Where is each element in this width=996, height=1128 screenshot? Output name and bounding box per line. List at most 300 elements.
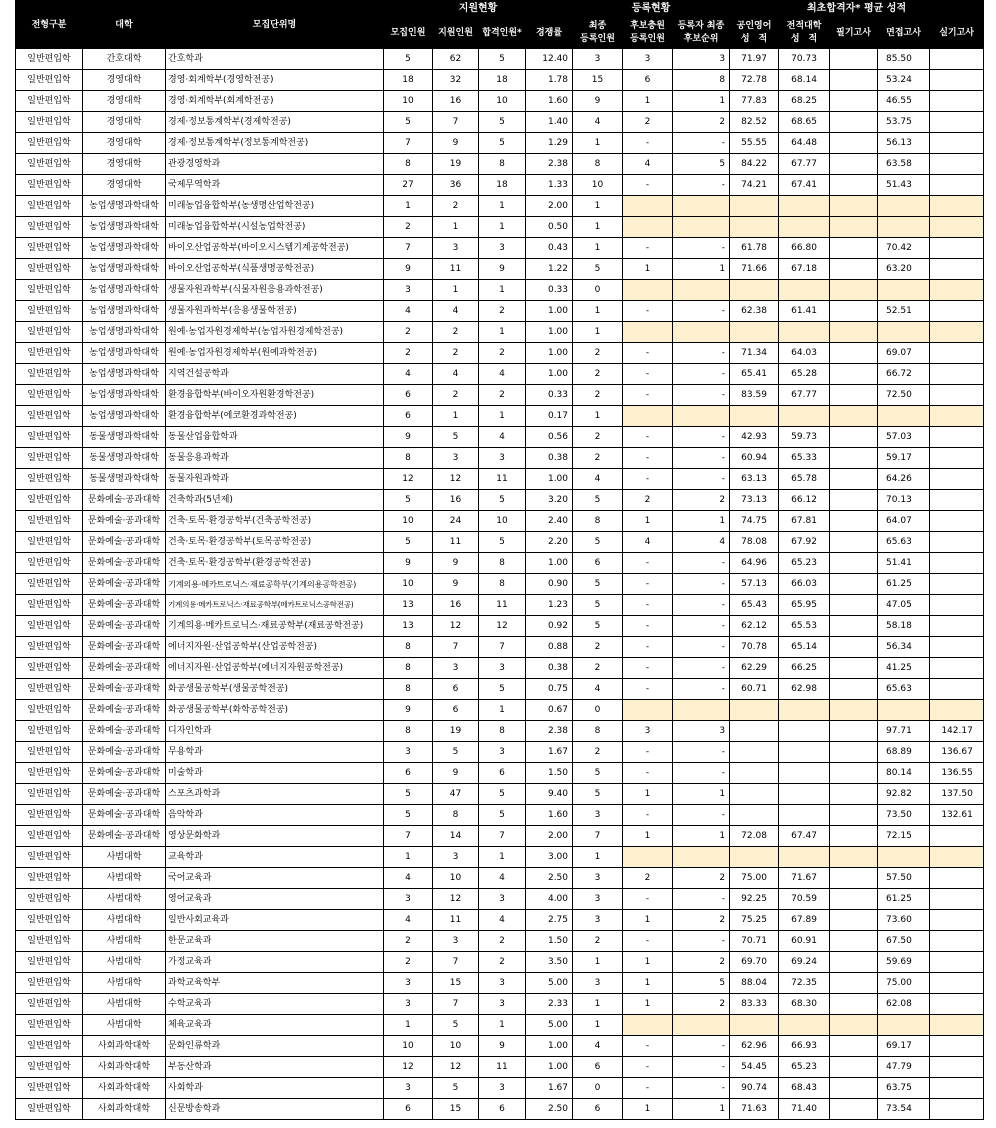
cell-applicants: 3 [433, 658, 479, 679]
header-applicants: 지원인원 [433, 18, 479, 49]
table-row [16, 175, 984, 196]
cell-college: 농업생명과학대학 [83, 322, 166, 343]
table-row [16, 868, 984, 889]
cell-interview-score [878, 700, 930, 721]
cell-college: 문화예술·공과대학 [83, 805, 166, 826]
cell-english-score: 70.71 [730, 931, 779, 952]
cell-interview-score: 51.41 [878, 553, 930, 574]
cell-written-score [830, 847, 878, 868]
cell-quota: 4 [384, 910, 433, 931]
cell-prior-college-score: 67.77 [779, 154, 830, 175]
cell-prior-college-score: 66.93 [779, 1036, 830, 1057]
cell-department: 건축·토목·환경공학부(토목공학전공) [166, 532, 384, 553]
cell-interview-score: 64.26 [878, 469, 930, 490]
cell-admission-type: 일반편입학 [16, 469, 83, 490]
cell-department: 국제무역학과 [166, 175, 384, 196]
cell-ratio: 1.40 [526, 112, 573, 133]
cell-written-score [830, 784, 878, 805]
cell-department: 건축·토목·환경공학부(환경공학전공) [166, 553, 384, 574]
cell-college: 농업생명과학대학 [83, 301, 166, 322]
cell-college: 동물생명과학대학 [83, 427, 166, 448]
cell-quota: 3 [384, 1078, 433, 1099]
cell-final-enrolled: 2 [573, 931, 623, 952]
table-row [16, 763, 984, 784]
cell-accepted: 3 [479, 742, 526, 763]
cell-college: 문화예술·공과대학 [83, 826, 166, 847]
cell-quota: 5 [384, 805, 433, 826]
cell-applicants: 19 [433, 154, 479, 175]
cell-english-score: 83.33 [730, 994, 779, 1015]
table-row [16, 238, 984, 259]
cell-accepted: 7 [479, 637, 526, 658]
table-row [16, 847, 984, 868]
cell-interview-score: 63.75 [878, 1078, 930, 1099]
cell-english-score: 65.41 [730, 364, 779, 385]
cell-waitlist-enrolled: - [623, 1057, 673, 1078]
cell-practical-score [930, 679, 984, 700]
cell-waitlist-enrolled: - [623, 595, 673, 616]
cell-practical-score [930, 280, 984, 301]
cell-ratio: 0.33 [526, 280, 573, 301]
table-row [16, 553, 984, 574]
cell-english-score: 72.78 [730, 70, 779, 91]
header-english [730, 18, 779, 49]
cell-english-score: 84.22 [730, 154, 779, 175]
cell-interview-score: 70.42 [878, 238, 930, 259]
cell-practical-score [930, 154, 984, 175]
cell-applicants: 36 [433, 175, 479, 196]
cell-written-score [830, 595, 878, 616]
cell-practical-score [930, 91, 984, 112]
cell-last-waitlist-rank: - [673, 385, 730, 406]
cell-interview-score: 73.50 [878, 805, 930, 826]
cell-prior-college-score: 67.77 [779, 385, 830, 406]
cell-admission-type: 일반편입학 [16, 154, 83, 175]
cell-ratio: 2.40 [526, 511, 573, 532]
cell-admission-type: 일반편입학 [16, 364, 83, 385]
cell-college: 문화예술·공과대학 [83, 511, 166, 532]
cell-practical-score [930, 259, 984, 280]
cell-last-waitlist-rank: 1 [673, 784, 730, 805]
table-row [16, 679, 984, 700]
table-row [16, 280, 984, 301]
cell-college: 경영대학 [83, 154, 166, 175]
table-row [16, 490, 984, 511]
cell-prior-college-score: 70.73 [779, 49, 830, 70]
cell-last-waitlist-rank: 1 [673, 826, 730, 847]
header-final-enrolled [573, 18, 623, 49]
cell-applicants: 9 [433, 553, 479, 574]
cell-waitlist-enrolled [623, 406, 673, 427]
cell-ratio: 0.75 [526, 679, 573, 700]
cell-college: 동물생명과학대학 [83, 448, 166, 469]
cell-applicants: 8 [433, 805, 479, 826]
cell-waitlist-enrolled: - [623, 1036, 673, 1057]
cell-written-score [830, 616, 878, 637]
cell-college: 간호대학 [83, 49, 166, 70]
cell-last-waitlist-rank: - [673, 448, 730, 469]
cell-last-waitlist-rank [673, 196, 730, 217]
cell-practical-score [930, 133, 984, 154]
cell-waitlist-enrolled: - [623, 637, 673, 658]
cell-accepted: 2 [479, 301, 526, 322]
cell-applicants: 7 [433, 112, 479, 133]
cell-last-waitlist-rank: 1 [673, 1099, 730, 1120]
cell-waitlist-enrolled: 1 [623, 259, 673, 280]
cell-prior-college-score: 68.43 [779, 1078, 830, 1099]
cell-last-waitlist-rank: 3 [673, 721, 730, 742]
table-row [16, 994, 984, 1015]
cell-quota: 4 [384, 868, 433, 889]
cell-prior-college-score [779, 805, 830, 826]
cell-prior-college-score [779, 1015, 830, 1036]
cell-department: 미래농업융합학부(농생명산업학전공) [166, 196, 384, 217]
cell-college: 사범대학 [83, 931, 166, 952]
cell-applicants: 7 [433, 994, 479, 1015]
cell-waitlist-enrolled: 1 [623, 994, 673, 1015]
cell-waitlist-enrolled: - [623, 469, 673, 490]
cell-admission-type: 일반편입학 [16, 994, 83, 1015]
cell-prior-college-score: 66.80 [779, 238, 830, 259]
cell-admission-type: 일반편입학 [16, 1099, 83, 1120]
cell-english-score: 72.08 [730, 826, 779, 847]
cell-ratio: 0.33 [526, 385, 573, 406]
cell-waitlist-enrolled: - [623, 679, 673, 700]
cell-interview-score: 57.03 [878, 427, 930, 448]
cell-accepted: 7 [479, 826, 526, 847]
cell-applicants: 12 [433, 616, 479, 637]
cell-last-waitlist-rank: - [673, 133, 730, 154]
cell-practical-score: 142.17 [930, 721, 984, 742]
cell-final-enrolled: 8 [573, 154, 623, 175]
cell-english-score: 55.55 [730, 133, 779, 154]
cell-quota: 2 [384, 952, 433, 973]
cell-interview-score: 63.20 [878, 259, 930, 280]
cell-english-score: 73.13 [730, 490, 779, 511]
cell-interview-score [878, 406, 930, 427]
cell-final-enrolled: 4 [573, 679, 623, 700]
cell-prior-college-score: 72.35 [779, 973, 830, 994]
cell-final-enrolled: 9 [573, 91, 623, 112]
cell-college: 사범대학 [83, 910, 166, 931]
cell-last-waitlist-rank: - [673, 931, 730, 952]
cell-interview-score: 59.69 [878, 952, 930, 973]
cell-practical-score [930, 847, 984, 868]
cell-written-score [830, 259, 878, 280]
cell-quota: 9 [384, 700, 433, 721]
cell-practical-score [930, 112, 984, 133]
cell-prior-college-score [779, 847, 830, 868]
cell-practical-score [930, 826, 984, 847]
cell-final-enrolled: 5 [573, 490, 623, 511]
cell-final-enrolled: 1 [573, 994, 623, 1015]
cell-written-score [830, 133, 878, 154]
cell-written-score [830, 1036, 878, 1057]
cell-written-score [830, 826, 878, 847]
cell-applicants: 32 [433, 70, 479, 91]
cell-waitlist-enrolled: - [623, 742, 673, 763]
cell-ratio: 1.50 [526, 763, 573, 784]
cell-waitlist-enrolled: - [623, 553, 673, 574]
cell-applicants: 16 [433, 490, 479, 511]
cell-prior-college-score: 67.47 [779, 826, 830, 847]
cell-quota: 10 [384, 1036, 433, 1057]
cell-admission-type: 일반편입학 [16, 238, 83, 259]
cell-college: 경영대학 [83, 70, 166, 91]
cell-applicants: 4 [433, 301, 479, 322]
cell-applicants: 2 [433, 322, 479, 343]
cell-written-score [830, 637, 878, 658]
cell-written-score [830, 931, 878, 952]
cell-written-score [830, 1099, 878, 1120]
cell-college: 문화예술·공과대학 [83, 721, 166, 742]
cell-final-enrolled: 3 [573, 49, 623, 70]
cell-practical-score [930, 973, 984, 994]
cell-english-score: 75.00 [730, 868, 779, 889]
cell-ratio: 1.22 [526, 259, 573, 280]
header-prior-line1: 전적대학 [786, 21, 822, 31]
header-ratio: 경쟁률 [526, 18, 573, 49]
cell-interview-score: 72.50 [878, 385, 930, 406]
cell-applicants: 9 [433, 133, 479, 154]
cell-interview-score: 56.34 [878, 637, 930, 658]
cell-department: 바이오산업공학부(바이오시스템기계공학전공) [166, 238, 384, 259]
cell-applicants: 11 [433, 259, 479, 280]
table-row [16, 49, 984, 70]
cell-college: 문화예술·공과대학 [83, 658, 166, 679]
cell-department: 사회학과 [166, 1078, 384, 1099]
cell-prior-college-score [779, 700, 830, 721]
cell-last-waitlist-rank: 5 [673, 973, 730, 994]
cell-quota: 8 [384, 721, 433, 742]
cell-final-enrolled: 5 [573, 784, 623, 805]
cell-quota: 2 [384, 217, 433, 238]
cell-last-waitlist-rank: 3 [673, 49, 730, 70]
cell-waitlist-enrolled: 3 [623, 721, 673, 742]
cell-interview-score: 62.08 [878, 994, 930, 1015]
cell-admission-type: 일반편입학 [16, 553, 83, 574]
cell-practical-score [930, 490, 984, 511]
cell-department: 교육학과 [166, 847, 384, 868]
cell-last-waitlist-rank [673, 847, 730, 868]
cell-prior-college-score: 61.41 [779, 301, 830, 322]
cell-interview-score: 67.50 [878, 931, 930, 952]
cell-written-score [830, 658, 878, 679]
cell-ratio: 0.67 [526, 700, 573, 721]
cell-interview-score: 64.07 [878, 511, 930, 532]
cell-practical-score: 136.67 [930, 742, 984, 763]
cell-interview-score: 52.51 [878, 301, 930, 322]
cell-english-score: 90.74 [730, 1078, 779, 1099]
cell-interview-score: 53.24 [878, 70, 930, 91]
cell-written-score [830, 490, 878, 511]
cell-final-enrolled: 3 [573, 973, 623, 994]
cell-english-score: 83.59 [730, 385, 779, 406]
cell-quota: 5 [384, 532, 433, 553]
cell-prior-college-score: 64.03 [779, 343, 830, 364]
table-row [16, 217, 984, 238]
cell-english-score: 71.34 [730, 343, 779, 364]
cell-waitlist-enrolled: - [623, 805, 673, 826]
cell-admission-type: 일반편입학 [16, 196, 83, 217]
cell-last-waitlist-rank: 2 [673, 868, 730, 889]
cell-written-score [830, 49, 878, 70]
cell-admission-type: 일반편입학 [16, 1078, 83, 1099]
cell-quota: 1 [384, 196, 433, 217]
table-row [16, 826, 984, 847]
cell-college: 문화예술·공과대학 [83, 532, 166, 553]
cell-practical-score [930, 1036, 984, 1057]
cell-quota: 2 [384, 931, 433, 952]
cell-college: 경영대학 [83, 133, 166, 154]
cell-last-waitlist-rank [673, 217, 730, 238]
cell-interview-score [878, 322, 930, 343]
cell-last-waitlist-rank [673, 700, 730, 721]
cell-ratio: 2.50 [526, 1099, 573, 1120]
cell-waitlist-enrolled: 1 [623, 1099, 673, 1120]
cell-admission-type: 일반편입학 [16, 91, 83, 112]
cell-admission-type: 일반편입학 [16, 175, 83, 196]
table-row [16, 448, 984, 469]
cell-english-score: 82.52 [730, 112, 779, 133]
cell-final-enrolled: 0 [573, 1078, 623, 1099]
cell-accepted: 10 [479, 91, 526, 112]
table-row [16, 385, 984, 406]
table-row [16, 1099, 984, 1120]
cell-interview-score: 63.58 [878, 154, 930, 175]
cell-waitlist-enrolled: - [623, 658, 673, 679]
cell-final-enrolled: 5 [573, 259, 623, 280]
cell-accepted: 5 [479, 133, 526, 154]
cell-waitlist-enrolled [623, 280, 673, 301]
cell-waitlist-enrolled: - [623, 175, 673, 196]
cell-prior-college-score: 68.25 [779, 91, 830, 112]
cell-english-score: 62.29 [730, 658, 779, 679]
cell-last-waitlist-rank: 2 [673, 994, 730, 1015]
cell-college: 농업생명과학대학 [83, 259, 166, 280]
admission-results-table [15, 0, 984, 1120]
cell-final-enrolled: 3 [573, 910, 623, 931]
cell-english-score: 69.70 [730, 952, 779, 973]
cell-quota: 6 [384, 1099, 433, 1120]
cell-english-score [730, 763, 779, 784]
cell-last-waitlist-rank: 4 [673, 532, 730, 553]
cell-college: 농업생명과학대학 [83, 238, 166, 259]
cell-written-score [830, 1078, 878, 1099]
cell-admission-type: 일반편입학 [16, 637, 83, 658]
cell-college: 농업생명과학대학 [83, 364, 166, 385]
header-waitlist-enrolled-line2: 등록인원 [630, 34, 665, 44]
cell-admission-type: 일반편입학 [16, 490, 83, 511]
cell-interview-score: 70.13 [878, 490, 930, 511]
cell-ratio: 2.00 [526, 826, 573, 847]
table-row [16, 91, 984, 112]
cell-ratio: 4.00 [526, 889, 573, 910]
cell-final-enrolled: 1 [573, 196, 623, 217]
table-row [16, 154, 984, 175]
cell-waitlist-enrolled: - [623, 1078, 673, 1099]
cell-department: 건축학과(5년제) [166, 490, 384, 511]
cell-ratio: 1.29 [526, 133, 573, 154]
cell-accepted: 10 [479, 511, 526, 532]
cell-quota: 4 [384, 301, 433, 322]
cell-admission-type: 일반편입학 [16, 973, 83, 994]
cell-quota: 5 [384, 112, 433, 133]
cell-practical-score [930, 1015, 984, 1036]
cell-quota: 6 [384, 763, 433, 784]
table-row [16, 910, 984, 931]
cell-department: 간호학과 [166, 49, 384, 70]
cell-accepted: 18 [479, 175, 526, 196]
cell-department: 디자인학과 [166, 721, 384, 742]
cell-written-score [830, 532, 878, 553]
cell-written-score [830, 511, 878, 532]
cell-practical-score [930, 238, 984, 259]
cell-accepted: 11 [479, 469, 526, 490]
cell-written-score [830, 301, 878, 322]
cell-department: 스포츠과학과 [166, 784, 384, 805]
table-row [16, 595, 984, 616]
cell-interview-score: 69.17 [878, 1036, 930, 1057]
cell-practical-score [930, 574, 984, 595]
cell-final-enrolled: 1 [573, 322, 623, 343]
cell-ratio: 3.50 [526, 952, 573, 973]
cell-applicants: 1 [433, 217, 479, 238]
cell-college: 사범대학 [83, 1015, 166, 1036]
header-waitlist-enrolled [623, 18, 673, 49]
cell-written-score [830, 385, 878, 406]
cell-last-waitlist-rank: - [673, 889, 730, 910]
cell-admission-type: 일반편입학 [16, 301, 83, 322]
cell-written-score [830, 805, 878, 826]
cell-college: 농업생명과학대학 [83, 406, 166, 427]
cell-accepted: 3 [479, 994, 526, 1015]
cell-college: 사회과학대학 [83, 1057, 166, 1078]
table-row [16, 931, 984, 952]
cell-practical-score [930, 868, 984, 889]
cell-waitlist-enrolled: - [623, 133, 673, 154]
table-row [16, 1078, 984, 1099]
cell-english-score: 74.21 [730, 175, 779, 196]
cell-english-score [730, 721, 779, 742]
cell-quota: 5 [384, 49, 433, 70]
cell-interview-score [878, 280, 930, 301]
cell-department: 기계의용·메카트로닉스·재료공학부(기계의용공학전공) [166, 574, 384, 595]
cell-last-waitlist-rank: 2 [673, 490, 730, 511]
cell-interview-score: 80.14 [878, 763, 930, 784]
cell-waitlist-enrolled [623, 217, 673, 238]
table-row [16, 427, 984, 448]
cell-ratio: 2.50 [526, 868, 573, 889]
header-last-waitlist-line1: 등록자 최종 [677, 21, 725, 31]
cell-prior-college-score: 68.65 [779, 112, 830, 133]
cell-quota: 18 [384, 70, 433, 91]
cell-interview-score [878, 217, 930, 238]
cell-last-waitlist-rank: - [673, 175, 730, 196]
cell-accepted: 1 [479, 280, 526, 301]
cell-waitlist-enrolled: - [623, 364, 673, 385]
cell-ratio: 0.17 [526, 406, 573, 427]
cell-english-score: 60.94 [730, 448, 779, 469]
cell-final-enrolled: 5 [573, 595, 623, 616]
cell-department: 경제·정보통계학부(정보통계학전공) [166, 133, 384, 154]
cell-department: 원예·농업자원경제학부(원예과학전공) [166, 343, 384, 364]
cell-accepted: 12 [479, 616, 526, 637]
cell-quota: 2 [384, 322, 433, 343]
cell-written-score [830, 574, 878, 595]
cell-accepted: 1 [479, 847, 526, 868]
cell-practical-score [930, 1099, 984, 1120]
